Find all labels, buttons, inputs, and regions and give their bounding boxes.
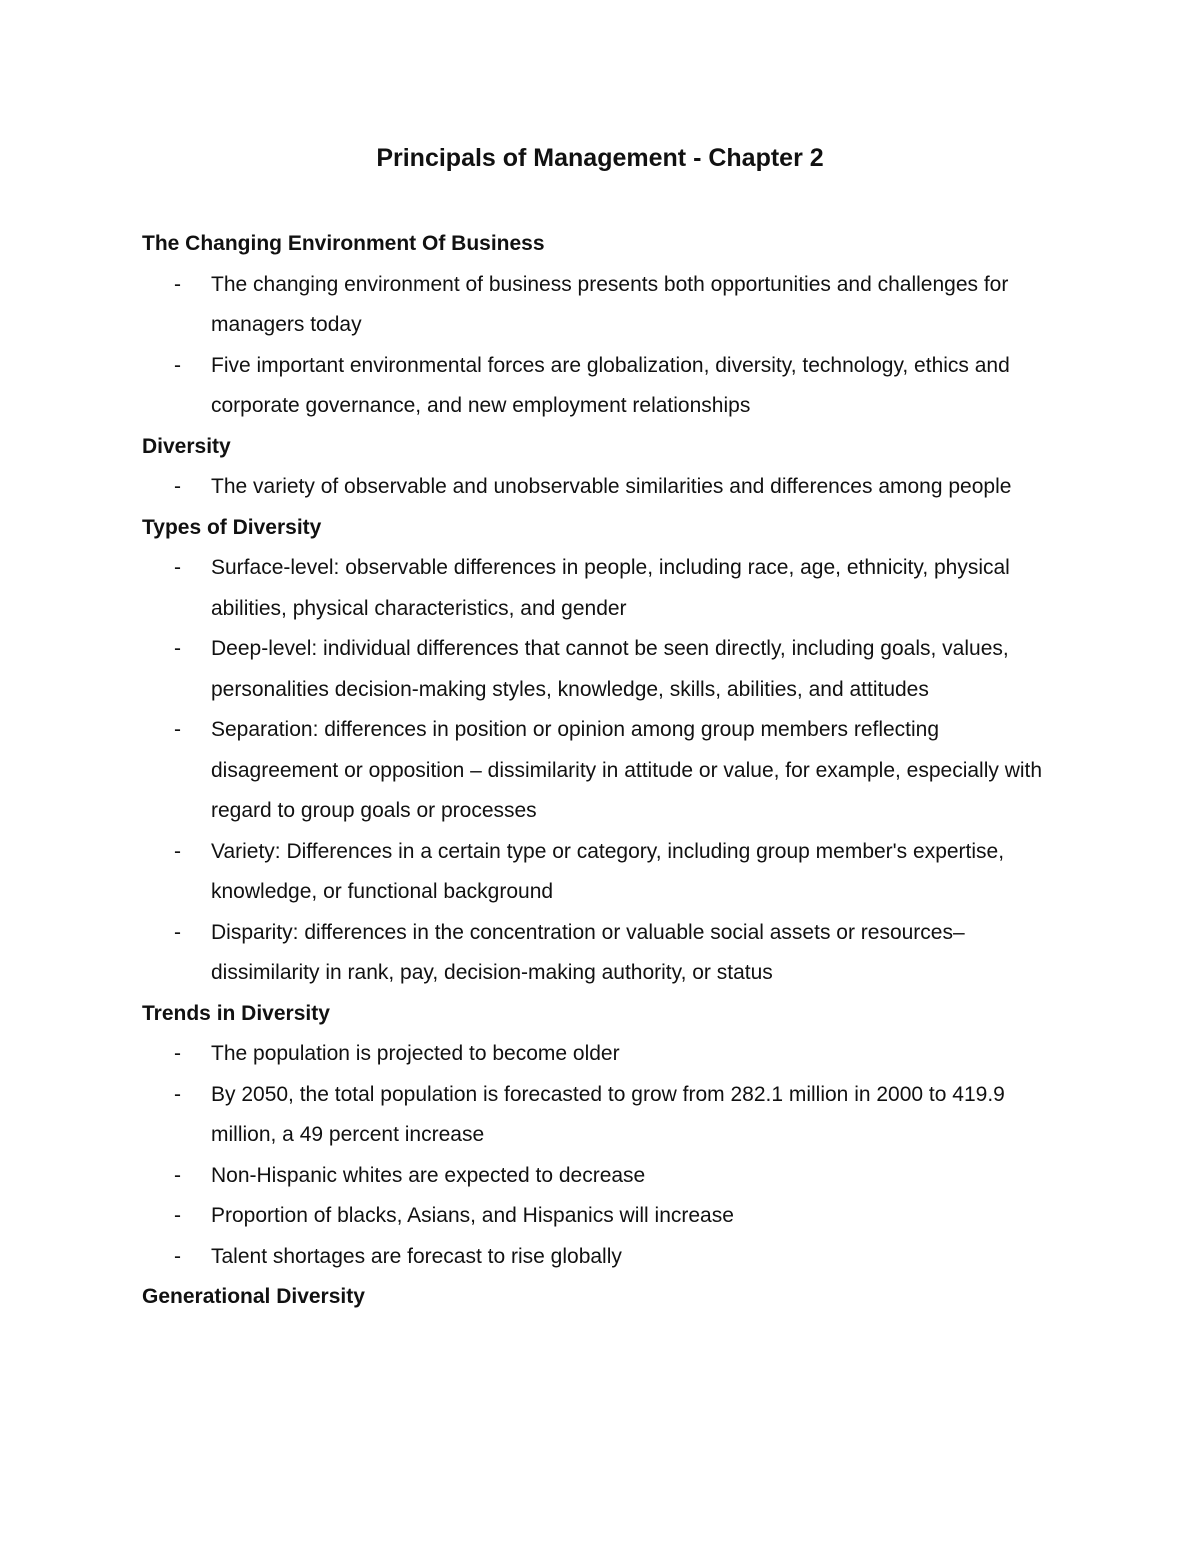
bullet-text: The population is projected to become older xyxy=(211,1042,620,1065)
bullet-text: Separation: differences in position or opinion among group members reflecting disagreement or opposition – dissimilarity in attitude or value, for example, especially with regard to group goals or processes xyxy=(211,718,1043,822)
bullet-text: Proportion of blacks, Asians, and Hispanics will increase xyxy=(211,1204,734,1227)
section-heading: Types of Diversity xyxy=(142,515,322,539)
bullet-item xyxy=(142,467,1062,508)
bullet-text: Five important environmental forces are globalization, diversity, technology, ethics and corporate governance, and new employment relationships xyxy=(211,353,1010,417)
bullet-item xyxy=(142,265,1062,346)
bullet-text: By 2050, the total population is forecasted to grow from 282.1 million in 2000 to 419.9 million, a 49 percent increase xyxy=(211,1082,1005,1146)
bullet-text: Disparity: differences in the concentration or valuable social assets or resources–dissimilarity in rank, pay, decision-making authority, or status xyxy=(211,920,965,984)
bullet-item xyxy=(142,832,1062,913)
bullet-list xyxy=(142,1034,1062,1277)
bullet-list xyxy=(142,548,1062,994)
section-heading: Generational Diversity xyxy=(142,1285,365,1308)
bullet-item xyxy=(142,1156,1062,1197)
bullet-text: Talent shortages are forecast to rise globally xyxy=(211,1244,622,1268)
bullet-text: Deep-level: individual differences that cannot be seen directly, including goals, values, personalities decision-making styles, knowledge, skills, abilities, and attitudes xyxy=(211,637,1009,701)
bullet-dash: - xyxy=(174,353,181,377)
bullet-dash: - xyxy=(174,1244,181,1268)
bullet-dash: - xyxy=(174,1163,181,1187)
bullet-item xyxy=(142,1075,1062,1156)
bullet-item xyxy=(142,1196,1062,1237)
bullet-list xyxy=(142,265,1062,427)
section-diversity xyxy=(142,427,1062,508)
bullet-item xyxy=(142,629,1062,710)
bullet-text: The changing environment of business presents both opportunities and challenges for managers today xyxy=(211,272,1009,336)
bullet-item xyxy=(142,1034,1062,1075)
bullet-dash: - xyxy=(174,920,181,944)
bullet-dash: - xyxy=(174,556,181,579)
section-types-of-diversity xyxy=(142,508,1062,994)
section-trends-in-diversity xyxy=(142,994,1062,1278)
bullet-dash: - xyxy=(174,272,181,296)
bullet-item xyxy=(142,913,1062,994)
bullet-item xyxy=(142,346,1062,427)
bullet-dash: - xyxy=(174,1042,181,1065)
section-heading: The Changing Environment Of Business xyxy=(142,232,545,255)
bullet-item xyxy=(142,548,1062,629)
bullet-text: Variety: Differences in a certain type or category, including group member's expertise, knowledge, or functional background xyxy=(211,839,1005,903)
bullet-item xyxy=(142,710,1062,832)
bullet-dash: - xyxy=(174,718,181,741)
bullet-list xyxy=(142,467,1062,508)
bullet-dash: - xyxy=(174,637,181,660)
bullet-dash: - xyxy=(174,475,181,498)
bullet-text: Surface-level: observable differences in people, including race, age, ethnicity, physical abilities, physical characteristics, and gender xyxy=(211,556,1010,620)
bullet-dash: - xyxy=(174,1204,181,1227)
bullet-text: Non-Hispanic whites are expected to decrease xyxy=(211,1163,646,1187)
bullet-item xyxy=(142,1237,1062,1278)
bullet-dash: - xyxy=(174,1082,181,1106)
document-title: Principals of Management - Chapter 2 xyxy=(376,144,824,172)
document-body xyxy=(142,224,1062,1318)
bullet-dash: - xyxy=(174,839,181,863)
section-heading: Diversity xyxy=(142,434,231,458)
section-heading: Trends in Diversity xyxy=(142,1001,330,1025)
section-changing-environment xyxy=(142,224,1062,427)
section-generational-diversity xyxy=(142,1277,1062,1318)
bullet-text: The variety of observable and unobservable similarities and differences among people xyxy=(211,475,1012,498)
